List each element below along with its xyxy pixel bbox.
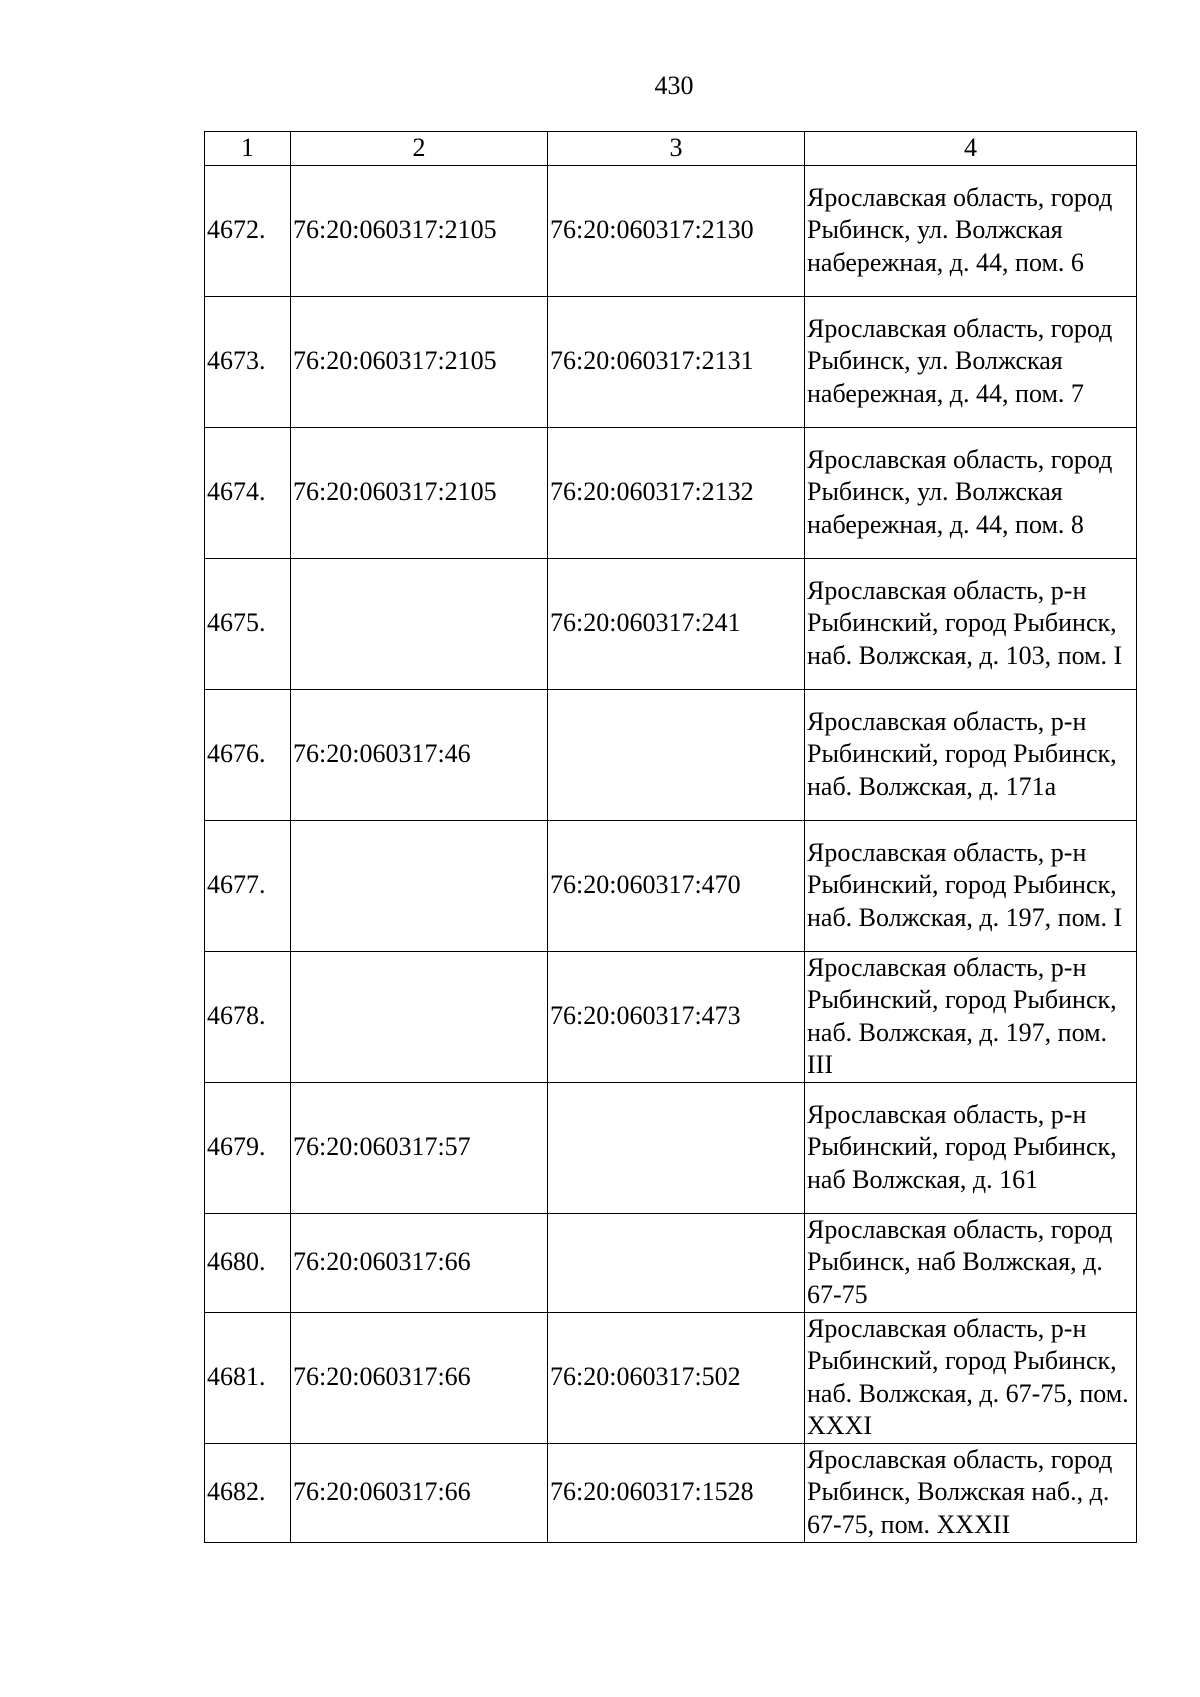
page-number: 430 [654,71,694,100]
row-number: 4679. [205,1082,291,1213]
cadastral-number: 76:20:060317:57 [291,1082,548,1213]
row-number: 4676. [205,689,291,820]
row-number: 4681. [205,1312,291,1443]
table-row [205,820,1137,951]
table-header-row [205,132,1137,166]
table-row [205,1213,1137,1312]
address: Ярославская область, город Рыбинск, наб Волжская, д. 67-75 [805,1213,1137,1312]
address: Ярославская область, р-н Рыбинский, город Рыбинск, наб. Волжская, д. 103, пом. I [805,558,1137,689]
cadastral-number: 76:20:060317:2105 [291,296,548,427]
cadastral-number: 76:20:060317:2105 [291,165,548,296]
address: Ярославская область, р-н Рыбинский, город Рыбинск, наб Волжская, д. 161 [805,1082,1137,1213]
row-number: 4675. [205,558,291,689]
table-row [205,165,1137,296]
column-header-4: 4 [805,132,1137,166]
cadastral-number: 76:20:060317:2105 [291,427,548,558]
address: Ярославская область, р-н Рыбинский, город Рыбинск, наб. Волжская, д. 197, пом. I [805,820,1137,951]
table-row [205,951,1137,1082]
row-number: 4674. [205,427,291,558]
row-number: 4677. [205,820,291,951]
cadastral-number [291,558,548,689]
cadastral-number: 76:20:060317:66 [291,1312,548,1443]
table-row [205,1312,1137,1443]
table-row [205,1443,1137,1542]
cadastral-number: 76:20:060317:241 [548,558,805,689]
cadastral-number: 76:20:060317:502 [548,1312,805,1443]
table-row [205,689,1137,820]
cadastral-number: 76:20:060317:2132 [548,427,805,558]
column-header-2: 2 [291,132,548,166]
cadastral-number [548,1213,805,1312]
cadastral-number: 76:20:060317:470 [548,820,805,951]
table-row [205,296,1137,427]
cadastral-number: 76:20:060317:66 [291,1443,548,1542]
cadastral-number: 76:20:060317:2131 [548,296,805,427]
cadastral-number: 76:20:060317:2130 [548,165,805,296]
row-number: 4673. [205,296,291,427]
cadastral-number: 76:20:060317:473 [548,951,805,1082]
column-header-3: 3 [548,132,805,166]
address: Ярославская область, город Рыбинск, Волжская наб., д. 67-75, пом. XXXII [805,1443,1137,1542]
cadastral-number: 76:20:060317:46 [291,689,548,820]
cadastral-number [548,1082,805,1213]
table-row [205,558,1137,689]
address: Ярославская область, город Рыбинск, ул. Волжская набережная, д. 44, пом. 8 [805,427,1137,558]
cadastral-number [291,951,548,1082]
address: Ярославская область, р-н Рыбинский, город Рыбинск, наб. Волжская, д. 67-75, пом. XXXI [805,1312,1137,1443]
cadastral-number [291,820,548,951]
column-header-1: 1 [205,132,291,166]
row-number: 4678. [205,951,291,1082]
registry-table [204,131,1137,1543]
address: Ярославская область, город Рыбинск, ул. Волжская набережная, д. 44, пом. 6 [805,165,1137,296]
address: Ярославская область, р-н Рыбинский, город Рыбинск, наб. Волжская, д. 171а [805,689,1137,820]
cadastral-number: 76:20:060317:66 [291,1213,548,1312]
table-row [205,427,1137,558]
row-number: 4680. [205,1213,291,1312]
address: Ярославская область, город Рыбинск, ул. Волжская набережная, д. 44, пом. 7 [805,296,1137,427]
table-row [205,1082,1137,1213]
address: Ярославская область, р-н Рыбинский, город Рыбинск, наб. Волжская, д. 197, пом. III [805,951,1137,1082]
cadastral-number [548,689,805,820]
cadastral-number: 76:20:060317:1528 [548,1443,805,1542]
row-number: 4672. [205,165,291,296]
row-number: 4682. [205,1443,291,1542]
